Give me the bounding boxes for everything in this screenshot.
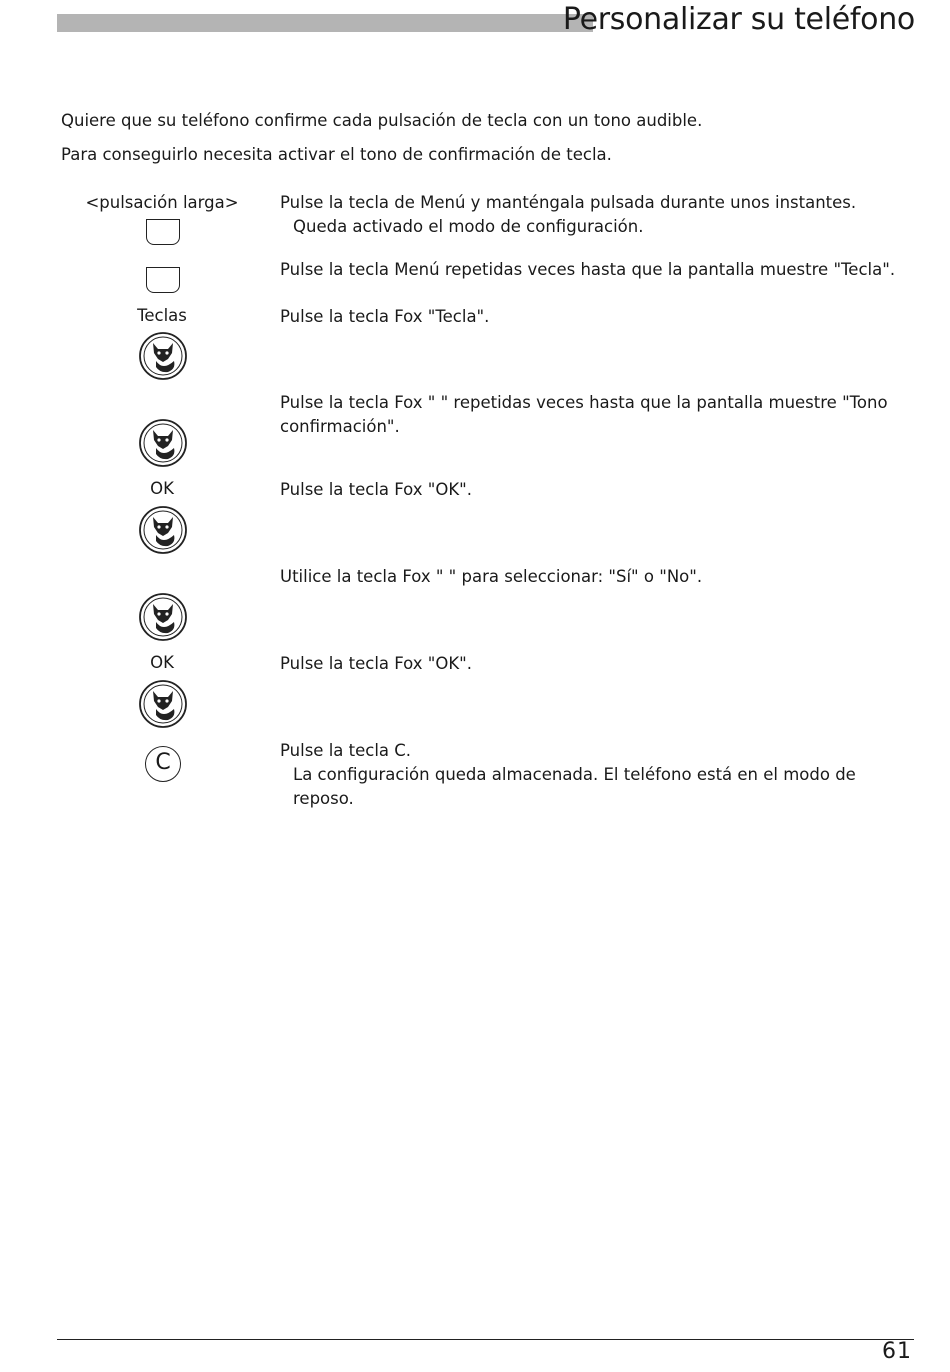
step-instruction [280,478,900,502]
step-text: Utilice la tecla Fox " " para seleccionar: "Sí" o "No". [280,567,703,586]
step-instruction [280,191,900,239]
page-number: 61 [882,1339,912,1364]
footer-rule [57,1339,914,1340]
step-text: Pulse la tecla Fox "OK". [280,654,472,673]
fox-key-icon [138,418,188,468]
page-title: Personalizar su teléfono [562,2,915,37]
step-text: Pulse la tecla C. [280,741,412,760]
step-label: Teclas [137,306,187,325]
step-instruction [280,258,900,282]
step-instruction [280,391,900,439]
c-key-icon: C [145,746,181,782]
step-text: Pulse la tecla de Menú y manténgala pulsada durante unos instantes. [280,193,857,212]
fox-key-icon [138,505,188,555]
header-bar [57,14,593,32]
step-instruction [280,565,900,589]
step-instruction [280,739,900,811]
intro-paragraph: Quiere que su teléfono confirme cada pulsación de tecla con un tono audible. [61,111,703,130]
step-text: Pulse la tecla Fox "Tecla". [280,307,490,326]
menu-key-icon [146,267,180,293]
menu-key-icon [146,219,180,245]
step-instruction [280,652,900,676]
step-text: Pulse la tecla Fox "OK". [280,480,472,499]
fox-key-icon [138,679,188,729]
step-label: OK [150,479,174,498]
intro-paragraph: Para conseguirlo necesita activar el tono de confirmación de tecla. [61,145,612,164]
fox-key-icon [138,592,188,642]
step-subtext: Queda activado el modo de configuración. [293,217,644,236]
step-text: Pulse la tecla Menú repetidas veces hasta que la pantalla muestre "Tecla". [280,260,896,279]
step-subtext: La configuración queda almacenada. El teléfono está en el modo de reposo. [293,765,856,808]
step-label: OK [150,653,174,672]
step-label: <pulsación larga> [85,193,239,212]
step-instruction [280,305,900,329]
fox-key-icon [138,331,188,381]
step-text: Pulse la tecla Fox " " repetidas veces hasta que la pantalla muestre "Tono confirmación". [280,393,888,436]
